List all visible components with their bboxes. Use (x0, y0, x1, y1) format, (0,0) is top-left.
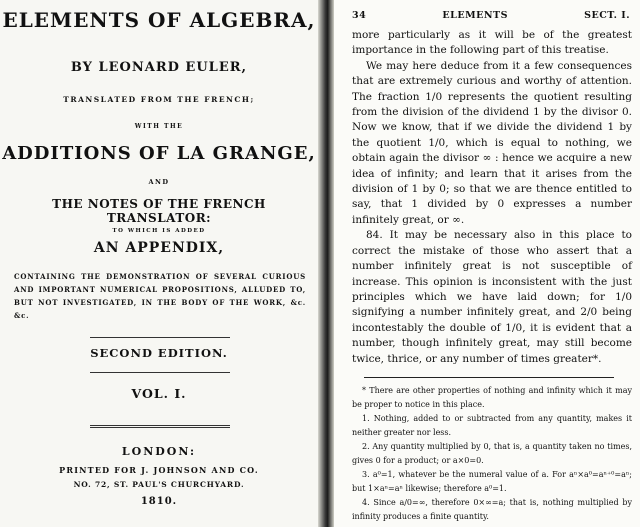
footnote: 4. Since a/0=∞, therefore 0×∞=a; that is, nothing multiplied by infinity produces a finite quantity. (352, 498, 632, 521)
notes-line: THE NOTES OF THE FRENCH TRANSLATOR: (52, 197, 266, 225)
divider-rule (90, 337, 230, 338)
appendix-description: CONTAINING THE DEMONSTRATION OF SEVERAL CURIOUS AND IMPORTANT NUMERICAL PROPOSITIONS, ALLUDED TO, BUT NOT INVESTIGATED, IN THE BODY OF THE WORK, &c. &c. (14, 272, 306, 320)
paragraph: more particularly as it will be of the greatest importance in the following part of this treatise. (352, 29, 632, 57)
section-label: SECT. I. (584, 10, 630, 21)
to-which-line: TO WHICH IS ADDED (112, 228, 206, 234)
and-line: AND (148, 178, 170, 186)
divider-rule (90, 372, 230, 373)
footnote: 3. a⁰=1, whatever be the numeral value of a. For aⁿ×a⁰=aⁿ⁺⁰=aⁿ; but 1×aⁿ=aⁿ likewise; therefore a⁰=1. (352, 470, 632, 493)
double-rule (90, 425, 230, 428)
text-page (334, 0, 640, 527)
title-page (0, 0, 318, 527)
paragraph: 84. It may be necessary also in this place to correct the mistake of those who assert that a number infinitely great is not susceptible of increase. This opinion is inconsistent with the just principles which we have laid down; for 1/0 signifying a number infinitely great, and 2/0 being incontestably the double of 1/0, it is evident that a number, though infinitely great, may still become twice, thrice, or any number of times greater*. (352, 229, 632, 365)
year-line: 1810. (140, 496, 178, 507)
address-line: NO. 72, ST. PAUL'S CHURCHYARD. (73, 480, 245, 489)
paragraph: We may here deduce from it a few consequences that are extremely curious and worthy of attention. The fraction 1/0 represents the quotient resulting from the division of the dividend 1 by the divisor 0. Now we know, that if we divide the dividend 1 by the quotient 1/0, which is equal to nothing, we obtain again the divisor ∞ : hence we acquire a new idea of infinity; and learn that it arises from the division of 1 by 0; so that we are thence entitled to say, that 1 divided by 0 expresses a number infinitely great, or ∞. (352, 59, 632, 226)
additions-line: ADDITIONS OF LA GRANGE, (2, 143, 316, 164)
volume-line: VOL. I. (131, 386, 187, 401)
book-title: ELEMENTS OF ALGEBRA, (2, 8, 316, 32)
book-gutter (318, 0, 334, 527)
running-head: ELEMENTS (442, 10, 508, 21)
body-text (352, 28, 632, 367)
printer-line: PRINTED FOR J. JOHNSON AND CO. (59, 465, 259, 475)
with-the-line: WITH THE (134, 123, 184, 130)
running-header (352, 10, 630, 21)
footnote: 1. Nothing, added to or subtracted from any quantity, makes it neither greater nor less. (352, 414, 632, 437)
footnotes (352, 384, 632, 524)
edition-line: SECOND EDITION. (90, 346, 228, 360)
page-number: 34 (352, 10, 367, 21)
translated-line: TRANSLATED FROM THE FRENCH; (63, 95, 255, 104)
footnote: * There are other properties of nothing and infinity which it may be proper to notice in this place. (352, 386, 632, 409)
author-line: BY LEONARD EULER, (70, 60, 248, 75)
footnote-rule (364, 377, 614, 378)
footnote: 2. Any quantity multiplied by 0, that is, a quantity taken no times, gives 0 for a product; or a×0=0. (352, 442, 632, 465)
appendix-line: AN APPENDIX, (93, 240, 225, 256)
city-line: LONDON: (121, 445, 197, 458)
